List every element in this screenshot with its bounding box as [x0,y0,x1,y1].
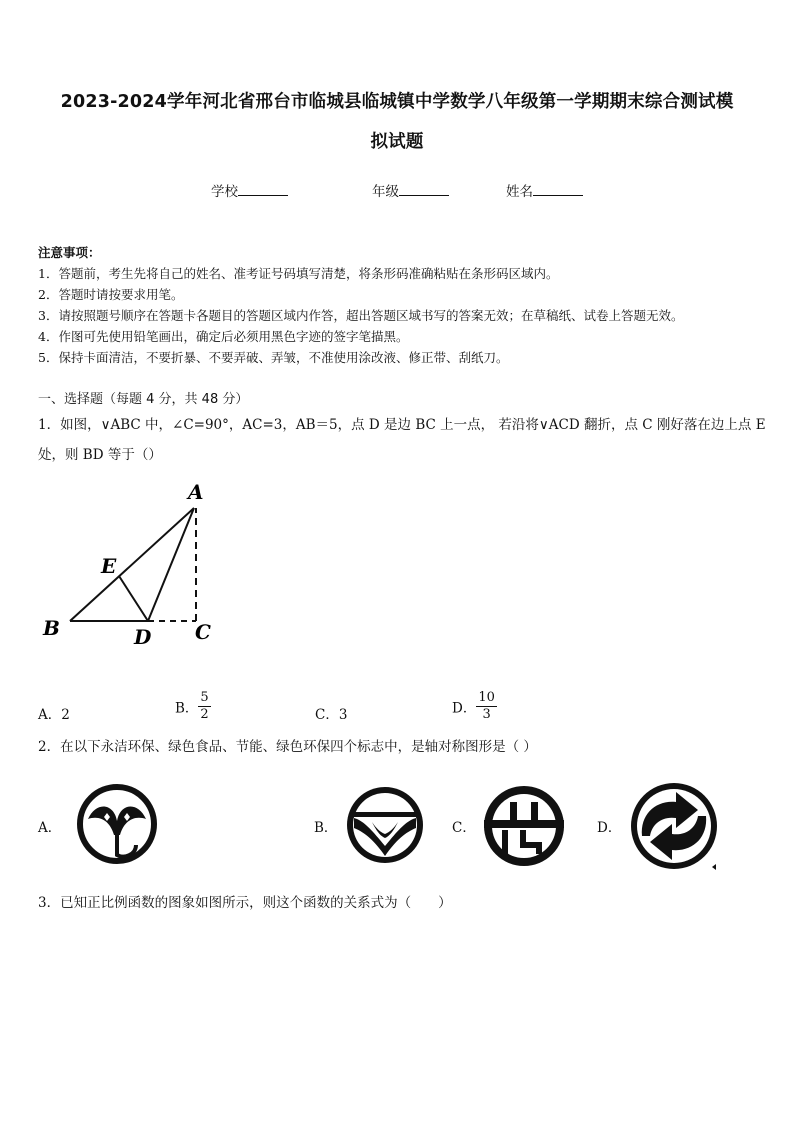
q1-option-d[interactable] [452,690,497,723]
grade-label: 年级 [372,184,399,200]
label-d: D [134,625,152,649]
question-1-line2: 处，则 BD 等于（） [38,447,162,463]
fraction-den: 3 [482,707,491,722]
school-label: 学校 [211,184,238,200]
q1-option-c[interactable]: C．3 [315,707,348,723]
school-blank [238,181,288,196]
green-food-logo-icon [342,782,428,868]
exam-title-line1: 2023-2024学年河北省邢台市临城县临城镇中学数学八年级第一学期期末综合测试模 [60,92,734,112]
q2-option-c-label[interactable]: C． [452,820,476,836]
segment-ed [119,576,148,621]
question-1 [38,410,766,470]
q2-option-a-label[interactable]: A． [38,820,62,836]
question-1-line1: 1．如图，∨ABC 中，∠C=90°，AC=3，AB＝5，点 D 是边 BC 上一点， 若沿将∨ACD 翻折，点 C 刚好落在边上点 E [38,417,766,433]
label-a: A [188,480,204,504]
question-3: 3．已知正比例函数的图象如图所示，则这个函数的关系式为（ ） [38,895,452,911]
q1-option-a[interactable]: A．2 [38,707,70,723]
name-label: 姓名 [506,184,533,200]
notice-item: 4．作图可先使用铅笔画出，确定后必须用黑色字迹的签字笔描黑。 [38,329,409,344]
grade-field [372,180,449,200]
triangle-figure [38,478,228,650]
grade-blank [399,181,449,196]
notice-item: 3．请按照题号顺序在答题卡各题目的答题区域内作答，超出答题区域书写的答案无效；在草稿纸、试卷上答题无效。 [38,308,684,323]
notice-heading: 注意事项： [38,245,101,260]
q1-option-b[interactable] [175,690,211,723]
q1-option-d-prefix: D． [452,700,477,717]
student-info-fields [0,180,794,200]
label-c: C [195,620,211,644]
fraction-10-3 [476,690,497,723]
q2-option-d-label[interactable]: D． [597,820,622,836]
name-field [506,180,583,200]
energy-saving-logo-icon [480,782,568,870]
q2-option-b-label[interactable]: B． [314,820,338,836]
school-field [211,180,288,200]
segment-ad [148,508,194,621]
exam-title-line2: 拟试题 [370,132,424,152]
label-e: E [101,554,117,578]
segment-ba [70,508,194,621]
notice-item: 2．答题时请按要求用笔。 [38,287,184,302]
notice-item: 1．答题前，考生先将自己的姓名、准考证号码填写清楚，将条形码准确粘贴在条形码区域内。 [38,266,559,281]
fraction-num: 5 [200,690,209,705]
question-2: 2．在以下永洁环保、绿色食品、节能、绿色环保四个标志中，是轴对称图形是（ ） [38,739,537,755]
notice-item: 5．保持卡面清洁，不要折暴、不要弄破、弄皱，不准使用涂改液、修正带、刮纸刀。 [38,350,509,365]
recycle-logo-icon [628,780,720,872]
label-b: B [43,616,60,640]
notice-block [38,242,768,368]
name-blank [533,181,583,196]
fraction-num: 10 [478,690,495,705]
section-heading: 一、选择题（每题 4 分，共 48 分） [38,392,249,407]
leaf-logo-icon [74,781,160,867]
q1-option-b-prefix: B． [175,700,199,717]
fraction-5-2 [198,690,210,723]
fraction-den: 2 [200,707,209,722]
